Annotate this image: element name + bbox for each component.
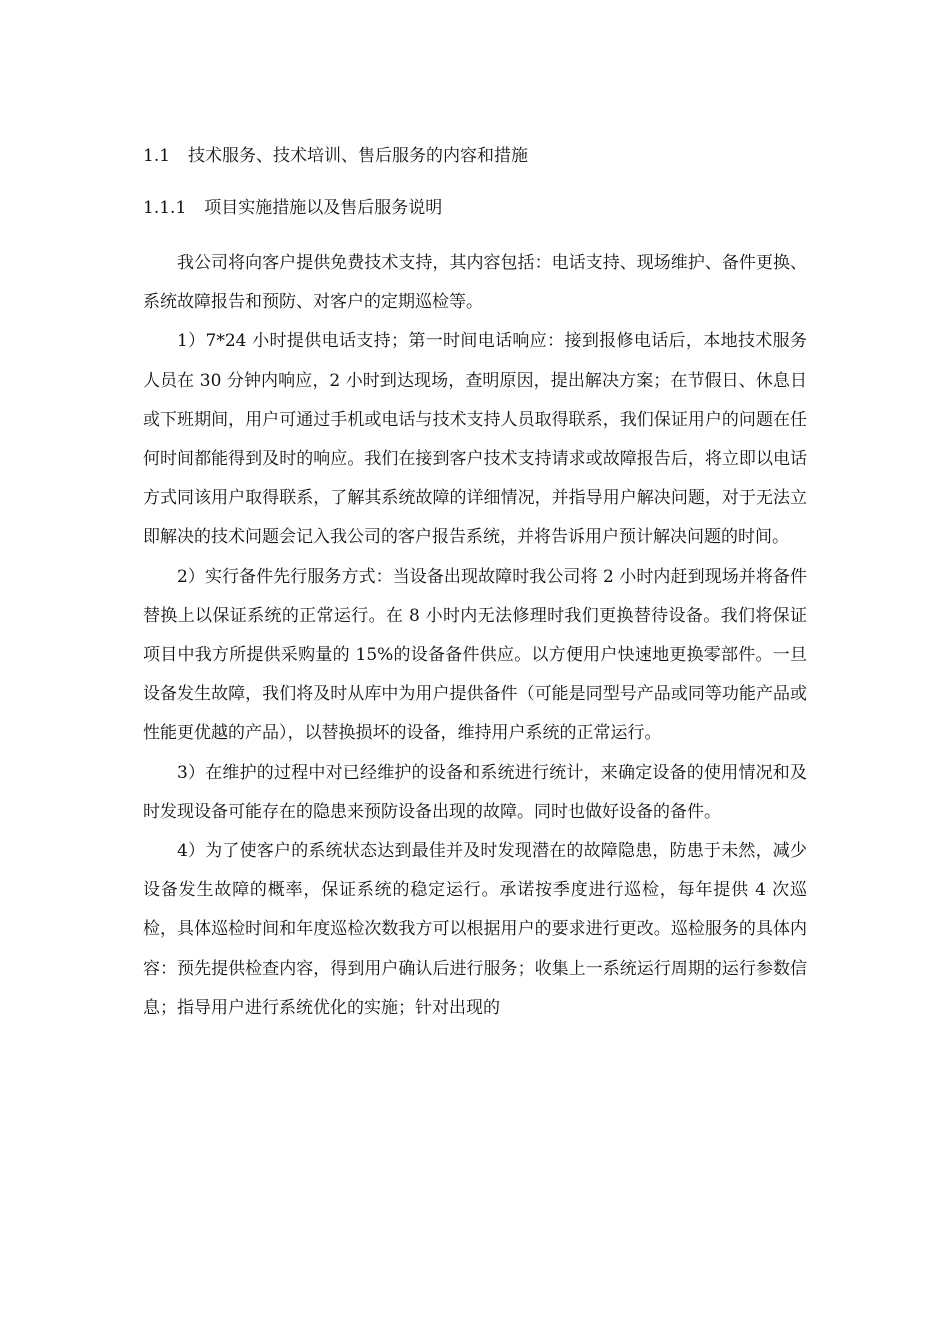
document-body [143,140,807,1028]
paragraph-item-2: 2）实行备件先行服务方式：当设备出现故障时我公司将 2 小时内赶到现场并将备件替换上以保证系统的正常运行。在 8 小时内无法修理时我们更换替待设备。我们将保证项目中我方所提供采购量的 15%的设备备件供应。以方便用户快速地更换零部件。一旦设备发生故障，我们将及时从库中为用户提供备件（可能是同型号产品或同等功能产品或性能更优越的产品），以替换损坏的设备，维持用户系统的正常运行。 [143,566,807,744]
paragraph-intro: 我公司将向客户提供免费技术支持，其内容包括：电话支持、现场维护、备件更换、系统故障报告和预防、对客户的定期巡检等。 [143,253,807,313]
subsection-number: 1.1.1 [143,198,187,218]
paragraph-item-3: 3）在维护的过程中对已经维护的设备和系统进行统计，来确定设备的使用情况和及时发现设备可能存在的隐患来预防设备出现的故障。同时也做好设备的备件。 [143,762,807,822]
section-number: 1.1 [143,146,171,166]
paragraph-item-4: 4）为了使客户的系统状态达到最佳并及时发现潜在的故障隐患，防患于未然，减少设备发生故障的概率，保证系统的稳定运行。承诺按季度进行巡检，每年提供 4 次巡检，具体巡检时间和年度巡检次数我方可以根据用户的要求进行更改。巡检服务的具体内容：预先提供检查内容，得到用户确认后进行服务；收集上一系统运行周期的运行参数信息；指导用户进行系统优化的实施；针对出现的 [143,841,807,1018]
section-title: 技术服务、技术培训、售后服务的内容和措施 [188,146,529,166]
subsection-title: 项目实施措施以及售后服务说明 [204,198,443,218]
paragraph-item-1: 1）7*24 小时提供电话支持；第一时间电话响应：接到报修电话后，本地技术服务人员在 30 分钟内响应，2 小时到达现场，查明原因，提出解决方案；在节假日、休息日或下班期间，用户可通过手机或电话与技术支持人员取得联系，我们保证用户的问题在任何时间都能得到及时的响应。我们在接到客户技术支持请求或故障报告后，将立即以电话方式同该用户取得联系，了解其系统故障的详细情况，并指导用户解决问题，对于无法立即解决的技术问题会记入我公司的客户报告系统，并将告诉用户预计解决问题的时间。 [143,331,807,548]
subsection-heading [143,192,807,224]
section-heading [143,140,807,172]
